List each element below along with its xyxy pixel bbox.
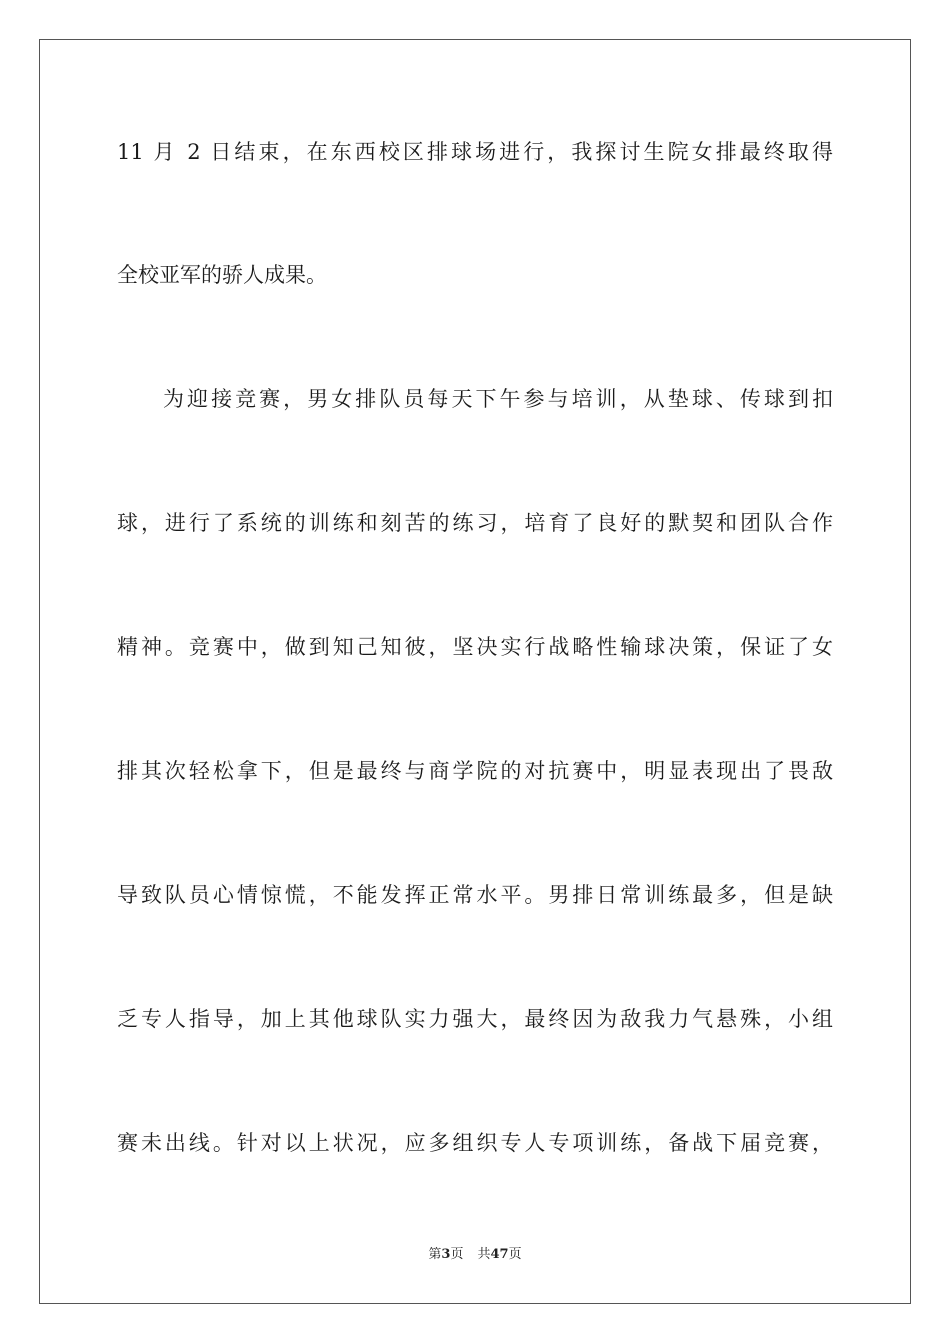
paragraph-line-1: 11 月 2 日结束，在东西校区排球场进行，我探讨生院女排最终取得 [117,140,833,164]
paragraph-line-6: 排其次轻松拿下，但是最终与商学院的对抗赛中，明显表现出了畏敌 [117,759,833,783]
page-number: 3 [441,1247,451,1262]
paragraph-line-8: 乏专人指导，加上其他球队实力强大，最终因为敌我力气悬殊，小组 [117,1007,833,1031]
page-footer [0,1246,950,1264]
page-suffix: 页 [450,1247,464,1262]
paragraph-line-5: 精神。竞赛中，做到知己知彼，坚决实行战略性输球决策，保证了女 [117,635,833,659]
total-suffix: 页 [508,1247,522,1262]
total-pages: 47 [490,1247,509,1262]
total-prefix: 共 [477,1247,491,1262]
page-border [39,39,911,1304]
paragraph-line-2: 全校亚军的骄人成果。 [117,263,327,287]
paragraph-line-7: 导致队员心情惊慌，不能发挥正常水平。男排日常训练最多，但是缺 [117,883,833,907]
paragraph-line-4: 球，进行了系统的训练和刻苦的练习，培育了良好的默契和团队合作 [117,511,833,535]
page-prefix: 第 [428,1247,442,1262]
paragraph-line-3: 为迎接竞赛，男女排队员每天下午参与培训，从垫球、传球到扣 [163,387,833,411]
paragraph-line-9: 赛未出线。针对以上状况，应多组织专人专项训练，备战下届竞赛， [117,1131,833,1155]
